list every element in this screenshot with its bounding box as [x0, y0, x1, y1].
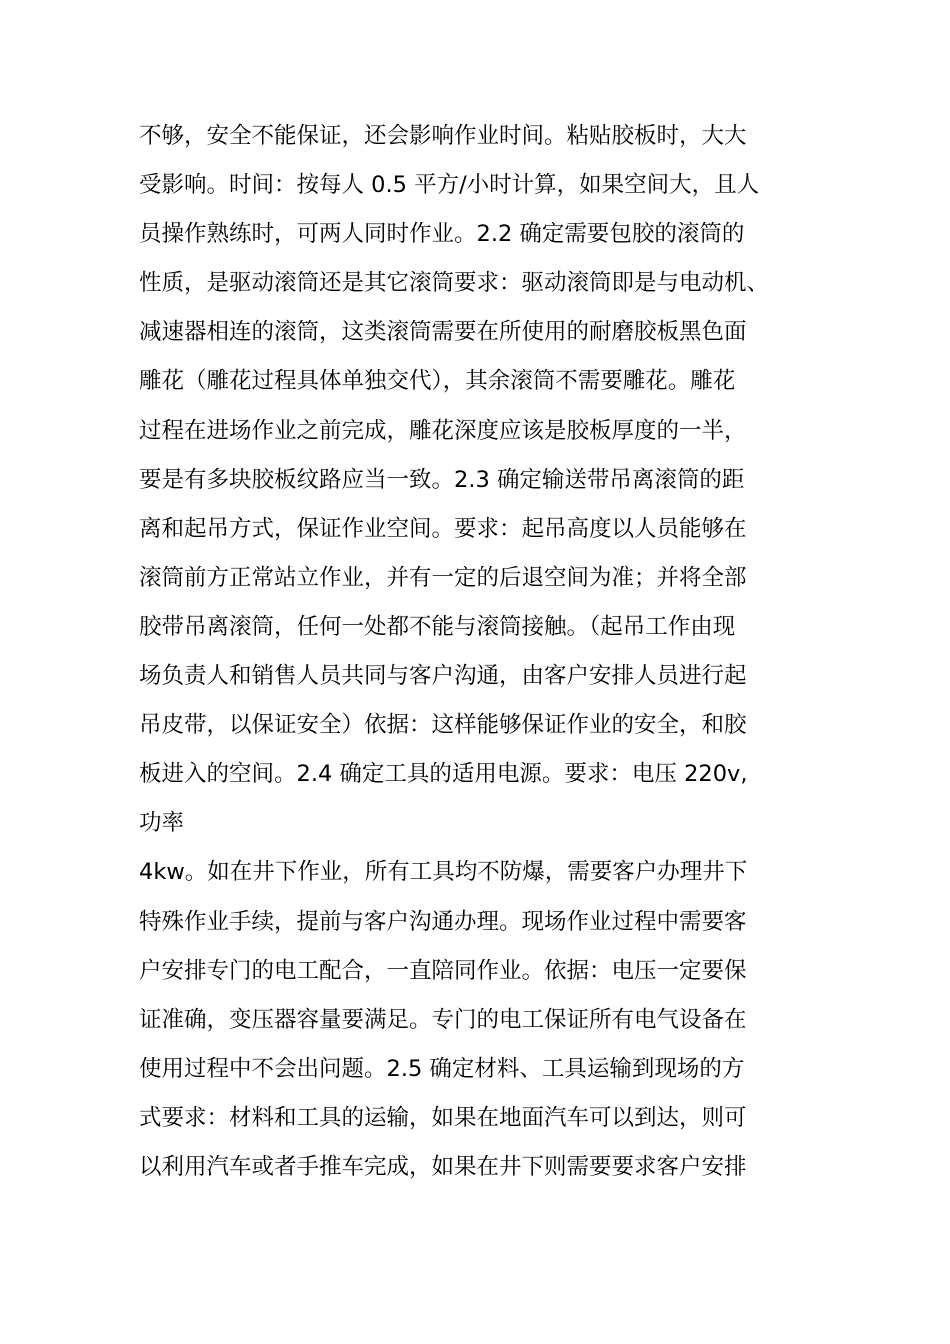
text-line: 受影响。时间：按每人 0.5 平方/小时计算，如果空间大，且人 [139, 172, 760, 199]
body-text [139, 112, 819, 1192]
text-line: 过程在进场作业之前完成，雕花深度应该是胶板厚度的一半， [139, 417, 747, 444]
text-line: 场负责人和销售人员共同与客户沟通，由客户安排人员进行起 [139, 663, 747, 690]
text-line: 离和起吊方式，保证作业空间。要求：起吊高度以人员能够在 [139, 515, 747, 542]
text-line: 使用过程中不会出问题。2.5 确定材料、工具运输到现场的方 [139, 1055, 745, 1082]
text-line: 特殊作业手续，提前与客户沟通办理。现场作业过程中需要客 [139, 908, 747, 935]
text-line: 减速器相连的滚筒，这类滚筒需要在所使用的耐磨胶板黑色面 [139, 319, 747, 346]
text-line: 性质，是驱动滚筒还是其它滚筒要求：驱动滚筒即是与电动机、 [139, 270, 770, 297]
text-line: 员操作熟练时，可两人同时作业。2.2 确定需要包胶的滚筒的 [139, 221, 745, 248]
text-line: 胶带吊离滚筒，任何一处都不能与滚筒接触。（起吊工作由现 [139, 613, 736, 640]
text-line: 吊皮带，以保证安全）依据：这样能够保证作业的安全，和胶 [139, 712, 747, 739]
text-line: 以利用汽车或者手推车完成，如果在井下则需要要求客户安排 [139, 1153, 747, 1180]
text-line: 不够，安全不能保证，还会影响作业时间。粘贴胶板时，大大 [139, 123, 747, 149]
text-line: 要是有多块胶板纹路应当一致。2.3 确定输送带吊离滚筒的距 [139, 466, 745, 493]
text-line: 功率 [139, 810, 185, 837]
text-line: 户安排专门的电工配合，一直陪同作业。依据：电压一定要保 [139, 957, 747, 984]
text-line: 板进入的空间。2.4 确定工具的适用电源。要求：电压 220v, [139, 761, 748, 788]
text-line: 雕花（雕花过程具体单独交代），其余滚筒不需要雕花。雕花 [139, 368, 736, 395]
text-line: 滚筒前方正常站立作业，并有一定的后退空间为准；并将全部 [139, 564, 747, 591]
text-line: 证准确，变压器容量要满足。专门的电工保证所有电气设备在 [139, 1006, 747, 1033]
text-line: 4kw。如在井下作业，所有工具均不防爆，需要客户办理井下 [139, 859, 748, 886]
text-line: 式要求：材料和工具的运输，如果在地面汽车可以到达，则可 [139, 1104, 747, 1131]
